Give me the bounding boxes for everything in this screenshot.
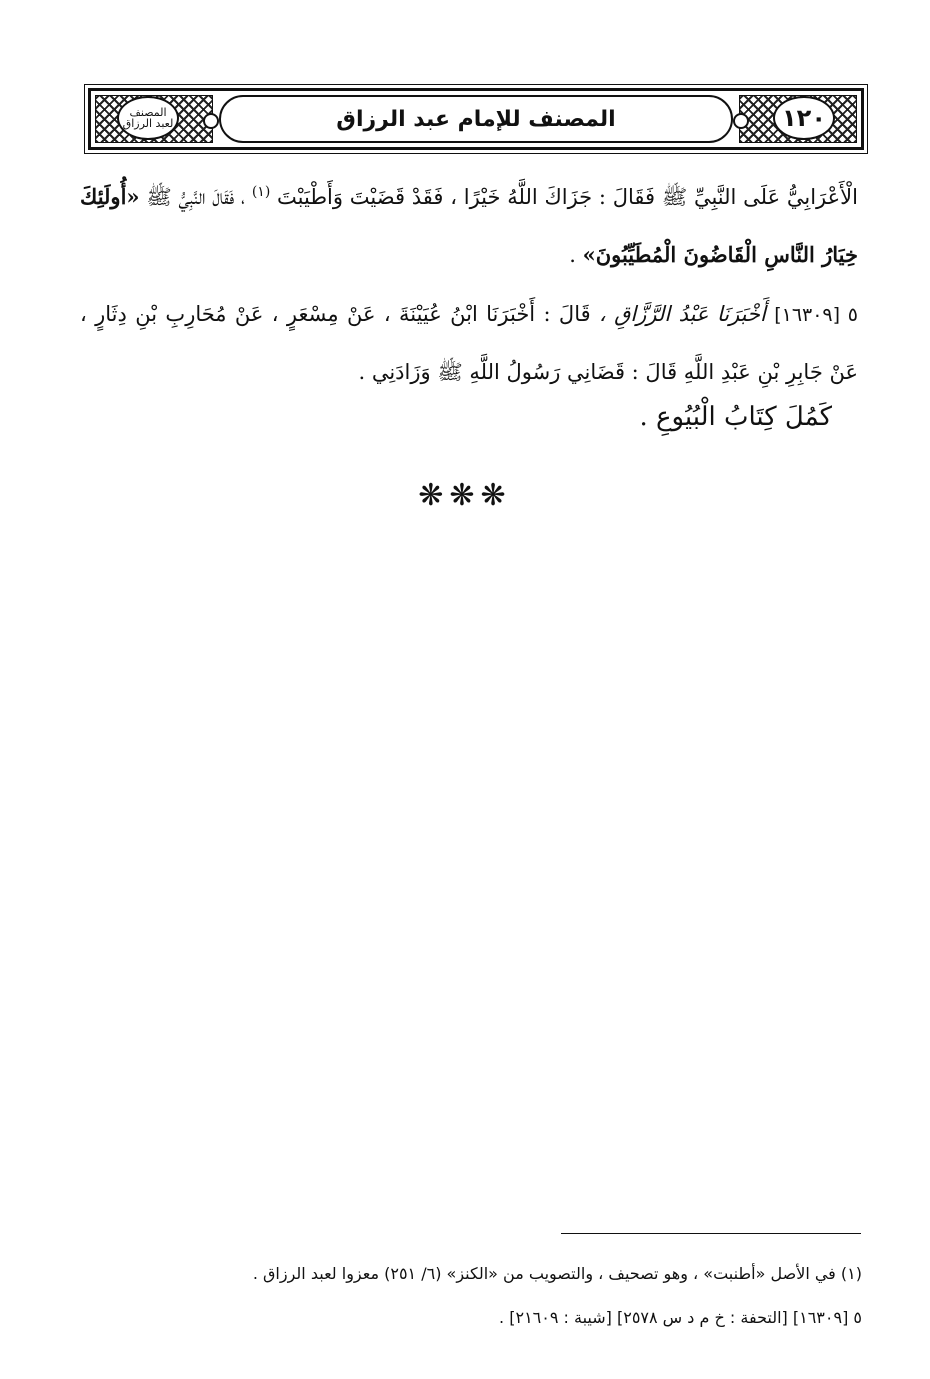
section-divider-stars: ❋❋❋ [418, 478, 512, 513]
prophetic-quote: «أُولَئِكَ خِيَارُ النَّاسِ الْقَاضُونَ الْمُطَيِّبُونَ» [80, 184, 858, 267]
title-cartouche [219, 95, 733, 143]
hadith-isnad-lead: أَخْبَرَنَا عَبْدُ الرَّزَّاقِ ، [599, 302, 766, 326]
paragraph-end: . [569, 243, 576, 267]
paragraph-continuation [80, 168, 858, 284]
footnote-marker: (١) [251, 184, 271, 200]
footnote-2: ٥ [١٦٣٠٩] [التحفة : خ م د س ٢٥٧٨] [شيبة : ٢١٦٠٩] . [499, 1308, 862, 1327]
header-knot-ornament [203, 113, 219, 129]
running-title: المصنف للإمام عبد الرزاق [336, 106, 616, 132]
page-number: ١٢٠ [782, 104, 826, 132]
page-number-medallion [773, 96, 835, 140]
hadith-number: ٥ [١٦٣٠٩] [774, 304, 858, 326]
book-end-note: كَمُلَ كِتَابُ الْبُيُوعِ . [639, 402, 832, 432]
hadith-text: قَالَ : أَخْبَرَنَا ابْنُ عُيَيْنَةَ ، عَنْ مِسْعَرٍ ، عَنْ مُحَارِبِ بْنِ دِثَارٍ ، عَنْ جَابِرِ بْنِ عَبْدِ اللَّهِ قَالَ : قَضَانِي رَسُولُ اللَّهِ ﷺ وَزَادَنِي . [80, 302, 858, 384]
header-knot-ornament [733, 113, 749, 129]
paragraph-text: ، فَقَالَ النَّبِيُّ ﷺ [146, 185, 246, 209]
main-text [80, 168, 858, 401]
hadith-paragraph [80, 286, 858, 401]
footnotes [80, 1252, 862, 1340]
page-header [88, 88, 864, 150]
footnote-1: (١) في الأصل «أطنبت» ، وهو تصحيف ، والتصويب من «الكنز» (٦/ ٢٥١) معزوا لعبد الرزاق . [252, 1264, 862, 1283]
footnote-separator [561, 1233, 861, 1234]
paragraph-text: الْأَعْرَابِيُّ عَلَى النَّبِيِّ ﷺ فَقَالَ : جَزَاكَ اللَّهُ خَيْرًا ، فَقَدْ قَضَيْتَ وَأَطْيَبْتَ [277, 185, 858, 209]
seal-logo-text: المصنف لعبد الرزاق [122, 106, 174, 130]
seal-medallion [117, 96, 179, 140]
